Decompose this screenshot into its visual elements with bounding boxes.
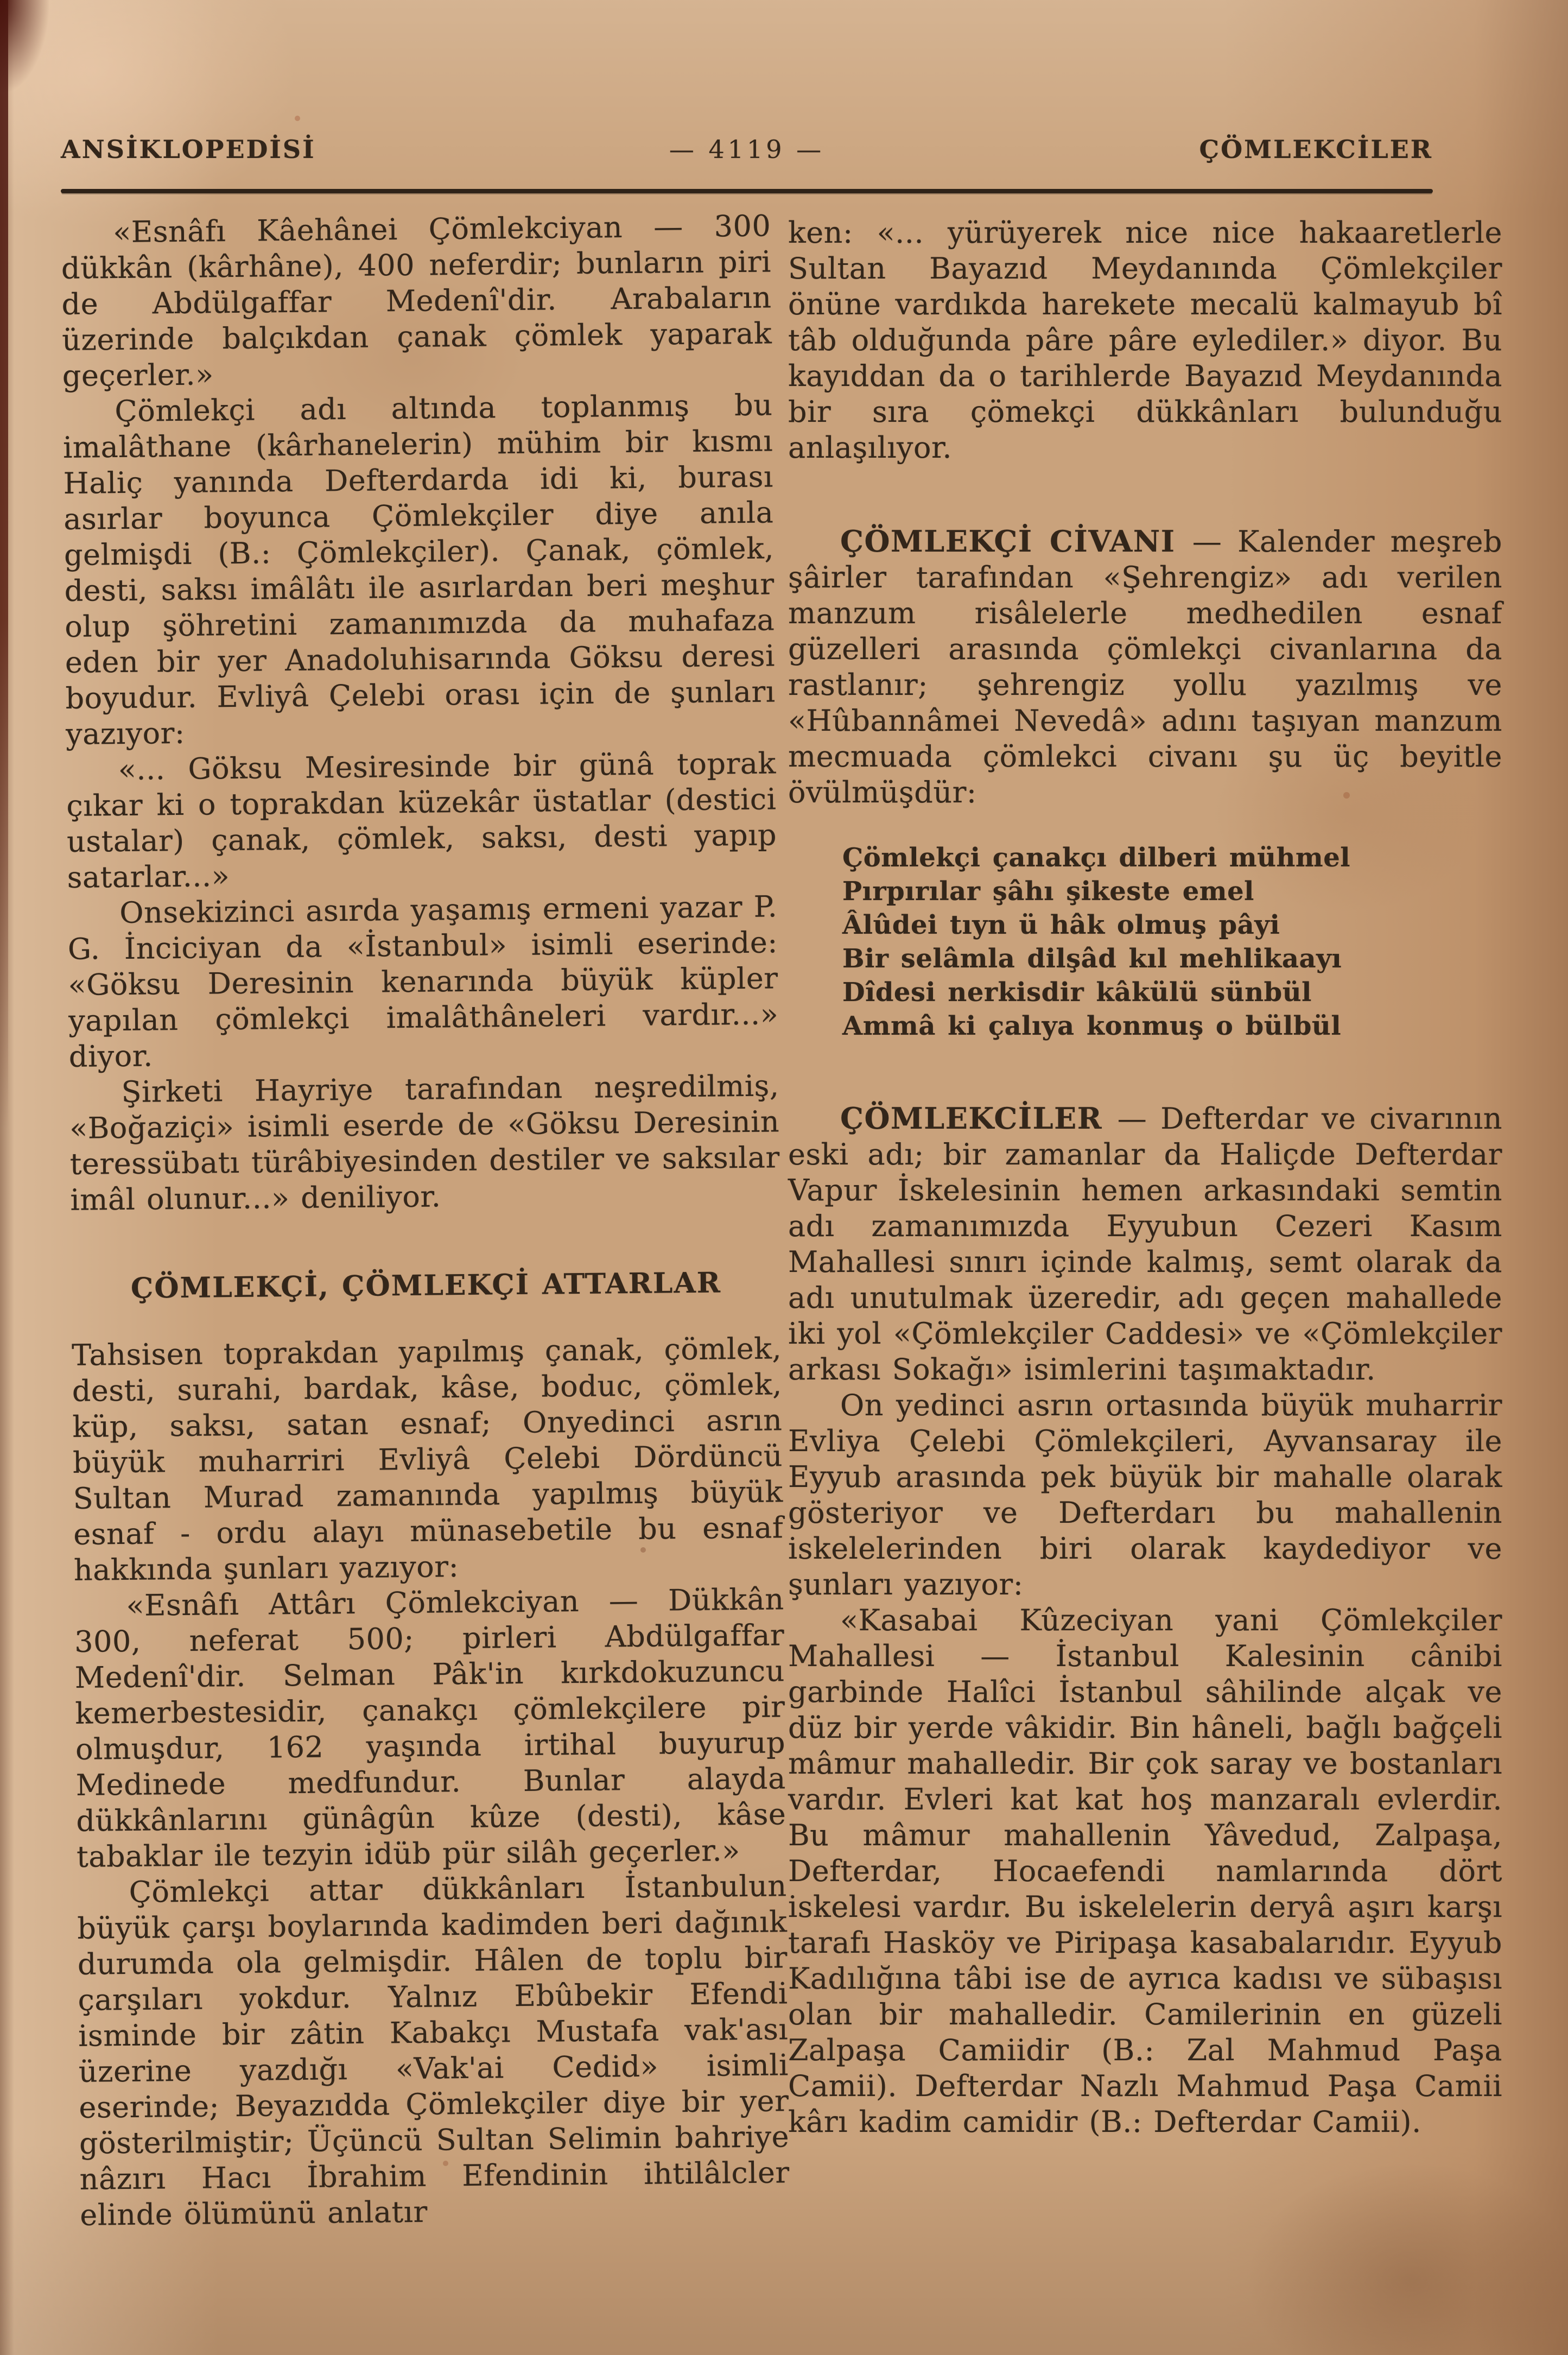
poem-line: Ammâ ki çalıya konmuş o bülbül <box>842 1011 1342 1041</box>
page-corner-stain <box>0 0 49 92</box>
text-column-left <box>61 208 790 2233</box>
paragraph: ken: «... yürüyerek nice nice hakaaretlerle Sultan Bayazıd Meydanında Çömlekçiler önüne vardıkda harekete mecalü kalmayub bî tâb olduğunda pâre pâre eylediler.» diyor. Bu kayıddan da o tarihlerde Bayazıd Meydanında bir sıra çömekçi dükkânları bulunduğu anlaşılıyor. <box>788 216 1502 465</box>
paragraph: Tahsisen toprakdan yapılmış çanak, çömlek, desti, surahi, bardak, kâse, boduc, çömlek, küp, saksı, satan esnaf; Onyedinci asrın büyük muharriri Evliyâ Çelebi Dördüncü Sultan Murad zamanında yapılmış büyük esnaf - ordu alayı münasebetile bu esnaf hakkında şunları yazıyor: <box>71 1331 784 1587</box>
header-entry-name: ÇÖMLEKCİLER <box>1199 135 1433 164</box>
paragraph: «Esnâfı Kâehânei Çömlekciyan — 300 dükkân (kârhâne), 400 neferdir; bunların piri de Abdülgaffar Medenî'dir. Arabaların üzerinde balçıkdan çanak çömlek yaparak geçerler.» <box>61 208 772 393</box>
header-page-number: — 4119 — <box>669 135 825 164</box>
running-header <box>61 135 1433 173</box>
paragraph: «Esnâfı Attârı Çömlekciyan — Dükkân 300, neferat 500; pirleri Abdülgaffar Medenî'dir. Selman Pâk'in kırkdokuzuncu kemerbestesidir, çanakçı çömlekçilere pir olmuşdur, 162 yaşında irtihal buyurup Medinede medfundur. Bunlar alayda dükkânlarını günâgûn kûze (desti), kâse tabaklar ile tezyin idüb pür silâh geçerler.» <box>74 1582 786 1874</box>
poem-line: Dîdesi nerkisdir kâkülü sünbül <box>842 977 1312 1008</box>
entry-title: ÇÖMLEKCİLER <box>840 1101 1118 1136</box>
paragraph: On yedinci asrın ortasında büyük muharrir Evliya Çelebi Çömlekçileri, Ayvansaray ile Eyyub arasında pek büyük bir mahalle olarak gösteriyor ve Defterdarı bu mahallenin iskelelerinden biri olarak kaydediyor ve şunları yazıyor: <box>788 1388 1502 1601</box>
header-rule <box>61 189 1433 193</box>
paragraph: Onsekizinci asırda yaşamış ermeni yazar P. G. İnciciyan da «İstanbul» isimli eserinde: «Göksu Deresinin kenarında büyük küpler yapılan çömlekçi imalâthâneleri vardır...» diyor. <box>67 889 779 1074</box>
paragraph: Şirketi Hayriye tarafından neşredilmiş, «Boğaziçi» isimli eserde de «Göksu Deresinin teressübatı türâbiyesinden destiler ve saksılar imâl olunur...» deniliyor. <box>69 1068 780 1217</box>
poem-line: Pırpırılar şâhı şikeste emel <box>842 876 1254 907</box>
paragraph: Çömlekçi attar dükkânları İstanbulun büyük çarşı boylarında kadimden beri dağınık durumda ola gelmişdir. Hâlen de toplu bir çarşıları yokdur. Yalnız Ebûbekir Efendi isminde bir zâtin Kabakçı Mustafa vak'ası üzerine yazdığı «Vak'ai Cedid» isimli eserinde; Beyazıdda Çömlekçiler diye bir yer gösterilmiştir; Üçüncü Sultan Selimin bahriye nâzırı Hacı İbrahim Efendinin ihtilâlcler elinde ölümünü anlatır <box>77 1869 790 2232</box>
entry-paragraph: ÇÖMLEKÇİ CİVANI — Kalender meşreb şâirler tarafından «Şehrengiz» adı verilen manzum risâlelerle medhedilen esnaf güzelleri arasında çömlekçi civanlarına da rastlanır; şehrengiz yollu yazılmış ve «Hûbannâmei Nevedâ» adını taşıyan manzum mecmuada çömlekci civanı şu üç beyitle övülmüşdür: <box>788 524 1502 809</box>
header-title: ANSİKLOPEDİSİ <box>61 135 316 164</box>
section-heading: ÇÖMLEKÇİ, ÇÖMLEKÇİ ATTARLAR <box>130 1266 722 1305</box>
paper-specks <box>0 0 3 3</box>
text-column-right <box>788 215 1502 2140</box>
poem-line: Bir selâmla dilşâd kıl mehlikaayı <box>842 944 1342 974</box>
poem-block <box>842 841 1502 1043</box>
entry-title: ÇÖMLEKÇİ CİVANI <box>840 524 1192 559</box>
page-edge-shadow <box>0 0 8 1129</box>
entry-paragraph: ÇÖMLEKCİLER — Defterdar ve civarının eski adı; bir zamanlar da Haliçde Defterdar Vapur İskelesinin hemen arkasındaki semtin adı zamanımızda Eyyubun Cezeri Kasım Mahallesi sınırı içinde kalmış, semt olarak da adı unutulmak üzeredir, adı geçen mahallede iki yol «Çömlekçiler Caddesi» ve «Çömlekçiler arkası Sokağı» isimlerini taşımaktadır. <box>788 1101 1502 1387</box>
paragraph: «Kasabai Kûzeciyan yani Çömlekçiler Mahallesi — İstanbul Kalesinin cânibi garbinde Halîci İstanbul sâhilinde alçak ve düz bir yerde vâkidir. Bin hâneli, bağlı bağçeli mâmur mahalledir. Bir çok saray ve bostanları vardır. Evleri kat kat hoş manzaralı evlerdir. Bu mâmur mahallenin Yâvedud, Zalpaşa, Defterdar, Hocaefendi namlarında dört iskelesi vardır. Bu iskelelerin deryâ aşırı karşı tarafı Hasköy ve Piripaşa kasabalarıdır. Eyyub Kadılığına tâbi ise de ayrıca kadısı ve sübaşısı olan bir mahalledir. Camilerinin en güzeli Zalpaşa Camiidir (B.: Zal Mahmud Paşa Camii). Defterdar Nazlı Mahmud Paşa Camii kârı kadim camidir (B.: Defterdar Camii). <box>788 1603 1502 2139</box>
paragraph: «... Göksu Mesiresinde bir günâ toprak çıkar ki o toprakdan küzekâr üstatlar (destici ustalar) çanak, çömlek, saksı, desti yapıp satarlar...» <box>66 746 777 895</box>
poem-line: Çömlekçi çanakçı dilberi mühmel <box>842 843 1350 873</box>
paragraph: Çömlekçi adı altında toplanmış bu imalâthane (kârhanelerin) mühim bir kısmı Haliç yanında Defterdarda idi ki, burası asırlar boyunca Çömlekçiler diye anıla gelmişdi (B.: Çömlekçiler). Çanak, çömlek, desti, saksı imâlâtı ile asırlardan beri meşhur olup şöhretini zamanımızda da muhafaza eden bir yer Anadoluhisarında Göksu deresi boyudur. Evliyâ Çelebi orası için de şunları yazıyor: <box>62 388 776 751</box>
poem-line: Âlûdei tıyn ü hâk olmuş pâyi <box>842 910 1280 940</box>
